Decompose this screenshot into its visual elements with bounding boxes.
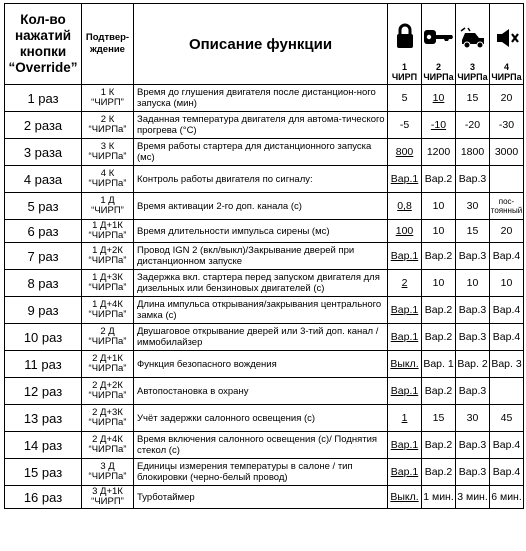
option-value-cell: 1 мин. xyxy=(422,486,456,509)
key-icon xyxy=(424,27,454,49)
header-row xyxy=(5,4,524,85)
option-value-cell: 15 xyxy=(456,85,490,112)
option-value-cell: 3 мин. xyxy=(456,486,490,509)
lock-icon xyxy=(396,23,414,49)
confirmation-cell xyxy=(82,432,134,459)
function-description-cell: Время активации 2-го доп. канала (с) xyxy=(134,193,388,220)
confirmation-line: “ЧИРПа” xyxy=(88,444,127,455)
confirmation-cell xyxy=(82,405,134,432)
function-description-cell: Задержка вкл. стартера перед запуском двигателя для дизельных или бензиновых двигателей (с) xyxy=(134,270,388,297)
press-count-cell: 12 раз xyxy=(5,378,82,405)
confirmation-line: “ЧИРП” xyxy=(91,496,124,507)
option-value-cell: 10 xyxy=(490,270,524,297)
option-value-cell: -20 xyxy=(456,112,490,139)
confirmation-line: 1 К xyxy=(100,87,115,98)
function-description-cell: Учёт задержки салонного освещения (с) xyxy=(134,405,388,432)
option-value-cell: Вар. 2 xyxy=(456,351,490,378)
function-description-cell: Функция безопасного вождения xyxy=(134,351,388,378)
function-description-cell: Автопостановка в охрану xyxy=(134,378,388,405)
option-chirp: ЧИРПа xyxy=(423,72,454,82)
table-row xyxy=(5,139,524,166)
option-chirp: ЧИРПа xyxy=(457,72,488,82)
option-value-cell: Вар.4 xyxy=(490,243,524,270)
description-header: Описание функции xyxy=(134,4,388,85)
table-row xyxy=(5,405,524,432)
option-value-cell: Вар.2 xyxy=(422,324,456,351)
confirmation-cell xyxy=(82,351,134,378)
table-row xyxy=(5,85,524,112)
option-1-header xyxy=(388,4,422,85)
option-value-cell: 15 xyxy=(456,220,490,243)
table-row xyxy=(5,297,524,324)
option-value-cell: -30 xyxy=(490,112,524,139)
function-description-cell: Турботаймер xyxy=(134,486,388,509)
option-value-cell: Выкл. xyxy=(388,486,422,509)
press-count-cell: 13 раз xyxy=(5,405,82,432)
option-3-header xyxy=(456,4,490,85)
option-value-cell: Вар.3 xyxy=(456,243,490,270)
option-value-cell: Вар.3 xyxy=(456,166,490,193)
function-description-cell: Время работы стартера для дистанционного запуска (мс) xyxy=(134,139,388,166)
press-count-cell: 8 раз xyxy=(5,270,82,297)
option-2-header xyxy=(422,4,456,85)
option-value-cell: 20 xyxy=(490,85,524,112)
option-value-cell: 30 xyxy=(456,405,490,432)
option-value-cell: Вар.1 xyxy=(388,243,422,270)
option-number: 4 xyxy=(503,62,509,72)
confirmation-line: 2 Д+4К xyxy=(92,434,123,445)
confirmation-cell xyxy=(82,139,134,166)
confirmation-cell xyxy=(82,220,134,243)
function-description-cell: Провод IGN 2 (вкл/выкл)/Закрывание дверей при дистанционном запуске xyxy=(134,243,388,270)
override-function-table xyxy=(4,3,524,509)
car-icon xyxy=(459,27,487,49)
confirmation-line: 3 Д xyxy=(100,461,115,472)
option-value-cell: Вар. 3 xyxy=(490,351,524,378)
option-value-cell: 0,8 xyxy=(388,193,422,220)
count-header-line: “Override” xyxy=(8,60,78,75)
count-header-line: Кол-во xyxy=(20,12,66,27)
confirmation-line: “ЧИРПа” xyxy=(88,417,127,428)
confirmation-line: “ЧИРПа” xyxy=(88,363,127,374)
confirmation-line: “ЧИРПа” xyxy=(88,178,127,189)
option-value-cell: Вар. 1 xyxy=(422,351,456,378)
option-value-cell: Вар.3 xyxy=(456,459,490,486)
option-number: 3 xyxy=(469,62,475,72)
confirmation-line: 3 К xyxy=(100,141,115,152)
confirmation-line: 1 Д+2К xyxy=(92,245,123,256)
option-value-cell: Вар.2 xyxy=(422,243,456,270)
confirmation-line: 3 Д+1К xyxy=(92,486,123,497)
table-row xyxy=(5,378,524,405)
confirmation-line: 1 Д+4К xyxy=(92,299,123,310)
siren-icon xyxy=(495,27,519,49)
confirmation-line: “ЧИРПа” xyxy=(88,309,127,320)
press-count-cell: 3 раза xyxy=(5,139,82,166)
confirmation-line: “ЧИРПа” xyxy=(88,390,127,401)
option-value-cell: Вар.4 xyxy=(490,432,524,459)
confirmation-line: “ЧИРПа” xyxy=(88,471,127,482)
function-description-cell: Двушаговое открывание дверей или 3-тий доп. канал / иммобилайзер xyxy=(134,324,388,351)
confirmation-cell xyxy=(82,378,134,405)
option-value-cell xyxy=(490,166,524,193)
option-value-cell: -5 xyxy=(388,112,422,139)
option-value-cell: Вар.2 xyxy=(422,432,456,459)
confirmation-line: “ЧИРПа” xyxy=(88,336,127,347)
table-row xyxy=(5,166,524,193)
confirmation-line: “ЧИРПа” xyxy=(88,230,127,241)
confirm-header-line: ждение xyxy=(90,44,125,55)
press-count-cell: 2 раза xyxy=(5,112,82,139)
confirmation-line: 2 Д+3К xyxy=(92,407,123,418)
table-row xyxy=(5,112,524,139)
confirmation-cell xyxy=(82,193,134,220)
confirmation-cell xyxy=(82,243,134,270)
table-row xyxy=(5,270,524,297)
press-count-cell: 6 раз xyxy=(5,220,82,243)
function-description-cell: Время до глушения двигателя после дистанцион-ного запуска (мин) xyxy=(134,85,388,112)
confirmation-line: 1 Д xyxy=(100,195,115,206)
option-value-cell: Вар.1 xyxy=(388,432,422,459)
function-description-cell: Длина импульса открывания/закрывания центрального замка (с) xyxy=(134,297,388,324)
table-row xyxy=(5,324,524,351)
option-value-cell: Вар.3 xyxy=(456,432,490,459)
count-header xyxy=(5,4,82,85)
confirmation-cell xyxy=(82,166,134,193)
option-value-cell: 10 xyxy=(422,193,456,220)
function-description-cell: Контроль работы двигателя по сигналу: xyxy=(134,166,388,193)
option-value-cell: 10 xyxy=(456,270,490,297)
press-count-cell: 1 раз xyxy=(5,85,82,112)
option-value-cell: 1200 xyxy=(422,139,456,166)
option-value-cell: 3000 xyxy=(490,139,524,166)
option-value-cell: 5 xyxy=(388,85,422,112)
table-row xyxy=(5,459,524,486)
confirmation-cell xyxy=(82,112,134,139)
table-body xyxy=(5,85,524,509)
option-value-cell: Вар.2 xyxy=(422,166,456,193)
table-row xyxy=(5,193,524,220)
option-value-cell: Вар.1 xyxy=(388,459,422,486)
function-description-cell: Заданная температура двигателя для автома-тического прогрева (°С) xyxy=(134,112,388,139)
function-description-cell: Единицы измерения температуры в салоне / тип блокировки (черно-белый провод) xyxy=(134,459,388,486)
function-description-cell: Время включения салонного освещения (с)/ Поднятия стекол (с) xyxy=(134,432,388,459)
option-value-cell: 100 xyxy=(388,220,422,243)
option-value-cell: Вар.1 xyxy=(388,324,422,351)
confirmation-line: “ЧИРПа” xyxy=(88,282,127,293)
table-row xyxy=(5,351,524,378)
option-value-cell: Вар.3 xyxy=(456,378,490,405)
option-value-cell: Вар.1 xyxy=(388,297,422,324)
press-count-cell: 15 раз xyxy=(5,459,82,486)
confirmation-cell xyxy=(82,486,134,509)
press-count-cell: 4 раза xyxy=(5,166,82,193)
option-value-cell: 20 xyxy=(490,220,524,243)
option-value-cell: Вар.1 xyxy=(388,166,422,193)
confirm-header xyxy=(82,4,134,85)
option-chirp: ЧИРПа xyxy=(491,72,522,82)
confirmation-line: “ЧИРП” xyxy=(91,97,124,108)
confirm-header-line: Подтвер- xyxy=(85,32,130,43)
option-value-cell xyxy=(490,378,524,405)
confirmation-line: 2 Д+1К xyxy=(92,353,123,364)
count-header-line: кнопки xyxy=(19,44,67,59)
confirmation-line: “ЧИРПа” xyxy=(88,255,127,266)
option-value-cell: 15 xyxy=(422,405,456,432)
table-row xyxy=(5,432,524,459)
option-4-header xyxy=(490,4,524,85)
press-count-cell: 11 раз xyxy=(5,351,82,378)
press-count-cell: 14 раз xyxy=(5,432,82,459)
option-value-cell: Вар.2 xyxy=(422,459,456,486)
option-value-cell: 2 xyxy=(388,270,422,297)
option-value-cell: 1800 xyxy=(456,139,490,166)
table-row xyxy=(5,220,524,243)
option-value-cell: 1 xyxy=(388,405,422,432)
option-value-cell: 10 xyxy=(422,220,456,243)
option-value-cell: -10 xyxy=(422,112,456,139)
option-value-cell: Вар.4 xyxy=(490,459,524,486)
confirmation-line: 1 Д+1К xyxy=(92,220,123,231)
option-value-cell: постоянный xyxy=(490,193,524,220)
confirmation-line: 2 Д+2К xyxy=(92,380,123,391)
confirmation-cell xyxy=(82,85,134,112)
confirmation-cell xyxy=(82,297,134,324)
option-number: 2 xyxy=(435,62,441,72)
confirmation-cell xyxy=(82,270,134,297)
press-count-cell: 10 раз xyxy=(5,324,82,351)
option-value-cell: Вар.2 xyxy=(422,297,456,324)
press-count-cell: 7 раз xyxy=(5,243,82,270)
confirmation-line: “ЧИРПа” xyxy=(88,124,127,135)
confirmation-cell xyxy=(82,459,134,486)
option-value-cell: Вар.4 xyxy=(490,297,524,324)
confirmation-line: 2 Д xyxy=(100,326,115,337)
confirmation-line: 4 К xyxy=(100,168,115,179)
table-row xyxy=(5,243,524,270)
press-count-cell: 16 раз xyxy=(5,486,82,509)
press-count-cell: 9 раз xyxy=(5,297,82,324)
option-chirp: ЧИРП xyxy=(391,72,418,82)
count-header-line: нажатий xyxy=(14,28,72,43)
option-value-cell: 30 xyxy=(456,193,490,220)
option-value-cell: Вар.3 xyxy=(456,324,490,351)
option-value-cell: Вар.4 xyxy=(490,324,524,351)
confirmation-line: 1 Д+3К xyxy=(92,272,123,283)
option-value-cell: Вар.3 xyxy=(456,297,490,324)
confirmation-line: “ЧИРП” xyxy=(91,205,124,216)
option-value-cell: 10 xyxy=(422,85,456,112)
option-value-cell: Выкл. xyxy=(388,351,422,378)
option-value-cell: 6 мин. xyxy=(490,486,524,509)
option-value-cell: Вар.2 xyxy=(422,378,456,405)
confirmation-line: 2 К xyxy=(100,114,115,125)
confirmation-line: “ЧИРПа” xyxy=(88,151,127,162)
confirmation-cell xyxy=(82,324,134,351)
option-number: 1 xyxy=(401,62,407,72)
press-count-cell: 5 раз xyxy=(5,193,82,220)
option-value-cell: Вар.1 xyxy=(388,378,422,405)
option-value-cell: 10 xyxy=(422,270,456,297)
table-row xyxy=(5,486,524,509)
option-value-cell: 45 xyxy=(490,405,524,432)
function-description-cell: Время длительности импульса сирены (мс) xyxy=(134,220,388,243)
option-value-cell: 800 xyxy=(388,139,422,166)
